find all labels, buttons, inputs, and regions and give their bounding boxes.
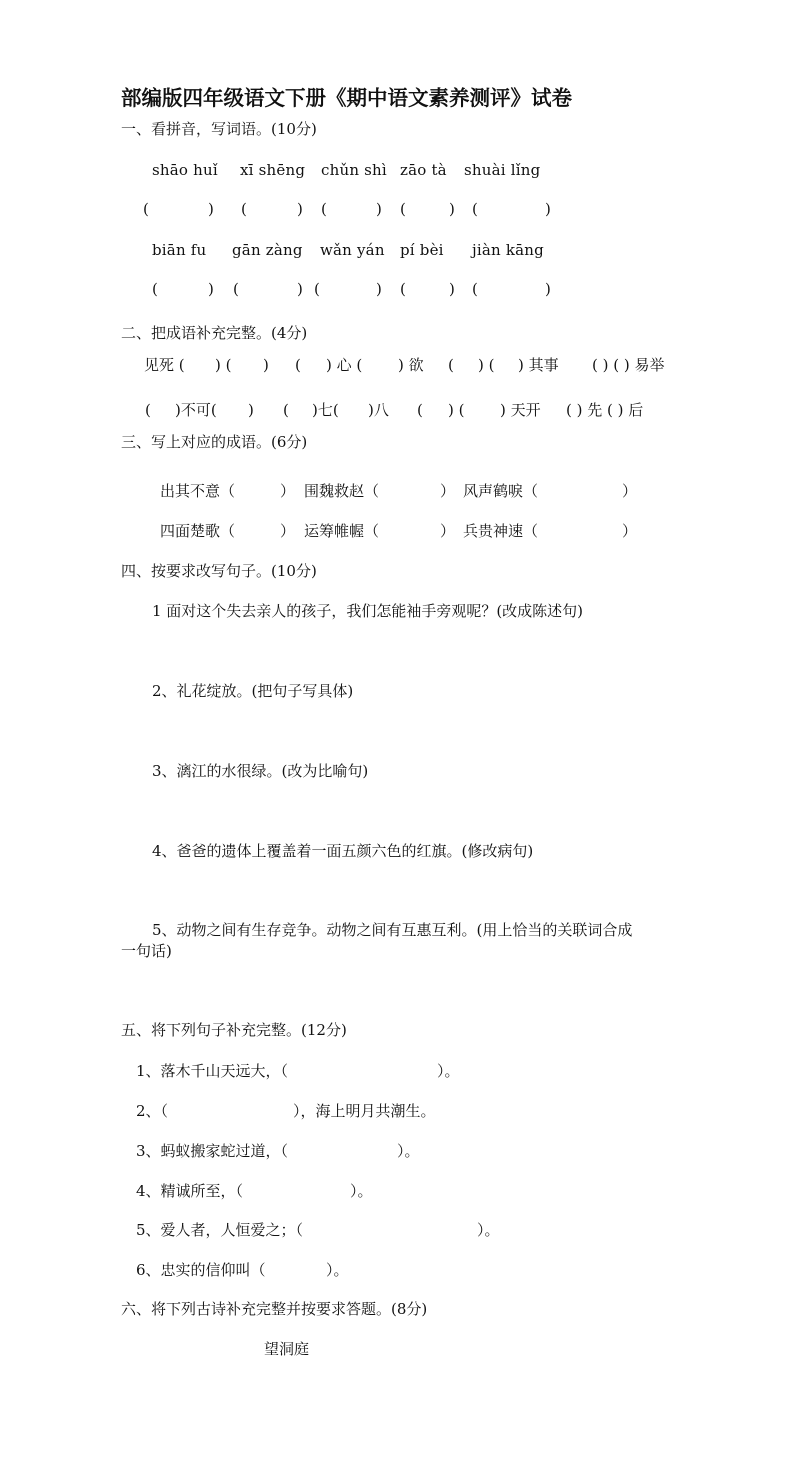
paren: ): [545, 280, 551, 298]
sentence-part: ）。: [397, 1142, 420, 1160]
sentence-part: 3、蚂蚁搬家蛇过道，（: [136, 1142, 289, 1160]
idiom-part: )不可(: [175, 401, 217, 419]
exam-title: 部编版四年级语文下册《期中语文素养测评》试卷: [121, 86, 572, 110]
idiom-match-item: ）: [440, 522, 456, 540]
sentence-part: 1、落木千山天远大，（: [136, 1062, 289, 1080]
rewrite-item-4: 4、爸爸的遗体上覆盖着一面五颜六色的红旗。(修改病句): [152, 842, 534, 860]
idiom-match-item: 出其不意（: [160, 482, 236, 500]
idiom-match-item: ）: [622, 482, 638, 500]
paren: (: [233, 280, 239, 298]
paren: ): [208, 200, 214, 218]
idiom-match-item: ）: [622, 522, 638, 540]
sentence-part: ）。: [350, 1182, 373, 1200]
idiom-match-item: ）: [280, 522, 296, 540]
idiom-part: (: [295, 356, 301, 374]
paren: ): [297, 200, 303, 218]
section-5-heading: 五、将下列句子补充完整。(12分): [121, 1021, 347, 1039]
sentence-part: ）。: [477, 1221, 500, 1239]
complete-sentence-1: [0, 1061, 790, 1081]
sentence-part: ），海上明月共潮生。: [293, 1102, 436, 1120]
section-4-heading: 四、按要求改写句子。(10分): [121, 562, 317, 580]
poem-title: 望洞庭: [264, 1340, 310, 1358]
idiom-part: ) 心 (: [326, 356, 363, 374]
pinyin: jiàn kāng: [472, 241, 544, 259]
pinyin: chǔn shì: [321, 161, 387, 179]
sentence-part: 5、爱人者，人恒爱之；（: [136, 1221, 304, 1239]
idiom-part: (: [417, 401, 423, 419]
paren: (: [321, 200, 327, 218]
pinyin: wǎn yán: [320, 241, 385, 259]
paren: (: [400, 200, 406, 218]
idiom-match-item: 四面楚歌（: [160, 522, 236, 540]
idiom-match-item: 兵贵神速（: [463, 522, 539, 540]
idiom-match-item: ）: [280, 482, 296, 500]
idiom-match-row-2: [0, 521, 790, 541]
idiom-part: )八: [368, 401, 389, 419]
sentence-part: 6、忠实的信仰叫（: [136, 1261, 266, 1279]
rewrite-item-3: 3、漓江的水很绿。(改为比喻句): [152, 762, 369, 780]
sentence-part: 4、精诚所至，（: [136, 1182, 244, 1200]
section-6-heading: 六、将下列古诗补充完整并按要求答题。(8分): [121, 1300, 428, 1318]
idiom-part: ): [248, 401, 254, 419]
paren: (: [472, 200, 478, 218]
paren: (: [314, 280, 320, 298]
pinyin: shuài lǐng: [464, 161, 541, 179]
idiom-part: (: [145, 401, 151, 419]
pinyin-row-1: [0, 160, 790, 180]
idiom-match-row-1: [0, 481, 790, 501]
idiom-part: ): [263, 356, 269, 374]
idiom-part: (: [448, 356, 454, 374]
idiom-part: ( ) ( ) 易举: [592, 356, 665, 374]
paren: (: [472, 280, 478, 298]
paren: (: [400, 280, 406, 298]
complete-sentence-6: [0, 1260, 790, 1280]
idiom-part: ) 欲: [398, 356, 424, 374]
pinyin: biān fu: [152, 241, 207, 259]
paren: ): [449, 200, 455, 218]
paren: (: [241, 200, 247, 218]
idiom-part: ( ) 先 ( ) 后: [566, 401, 644, 419]
pinyin: gān zàng: [232, 241, 303, 259]
idiom-part: 见死 (: [144, 356, 185, 374]
sentence-part: ）。: [437, 1062, 460, 1080]
idiom-row-1: [0, 355, 790, 375]
sentence-part: 2、（: [136, 1102, 169, 1120]
idiom-row-2: [0, 400, 790, 420]
paren: ): [297, 280, 303, 298]
idiom-match-item: 运筹帷幄（: [304, 522, 380, 540]
idiom-part: ) 天开: [500, 401, 541, 419]
pinyin: pí bèi: [400, 241, 444, 259]
paren: (: [152, 280, 158, 298]
rewrite-item-5: 5、动物之间有生存竞争。动物之间有互惠互利。(用上恰当的关联词合成: [152, 921, 633, 939]
complete-sentence-3: [0, 1141, 790, 1161]
pinyin-row-2: [0, 240, 790, 260]
pinyin: shāo huǐ: [152, 161, 218, 179]
idiom-match-item: 风声鹤唳（: [463, 482, 539, 500]
section-2-heading: 二、把成语补充完整。(4分): [121, 324, 308, 342]
paren: ): [208, 280, 214, 298]
paren: ): [449, 280, 455, 298]
paren: ): [545, 200, 551, 218]
idiom-part: ) (: [448, 401, 465, 419]
rewrite-item-5-continued: 一句话): [121, 942, 172, 960]
section-1-heading: 一、看拼音，写词语。(10分): [121, 120, 317, 138]
answer-blank-row-1: [0, 199, 790, 219]
paren: ): [376, 280, 382, 298]
complete-sentence-4: [0, 1181, 790, 1201]
paren: ): [376, 200, 382, 218]
pinyin: xī shēng: [240, 161, 306, 179]
rewrite-item-2: 2、礼花绽放。(把句子写具体): [152, 682, 354, 700]
answer-blank-row-2: [0, 279, 790, 299]
idiom-part: (: [283, 401, 289, 419]
rewrite-item-1: 1 面对这个失去亲人的孩子，我们怎能袖手旁观呢？(改成陈述句): [152, 602, 584, 620]
pinyin: zāo tà: [400, 161, 447, 179]
idiom-part: ) (: [478, 356, 495, 374]
idiom-match-item: ）: [440, 482, 456, 500]
idiom-part: )七(: [312, 401, 339, 419]
paren: (: [143, 200, 149, 218]
section-3-heading: 三、写上对应的成语。(6分): [121, 433, 308, 451]
complete-sentence-2: [0, 1101, 790, 1121]
complete-sentence-5: [0, 1220, 790, 1240]
idiom-match-item: 围魏救赵（: [304, 482, 380, 500]
idiom-part: ) 其事: [518, 356, 559, 374]
sentence-part: ）。: [326, 1261, 349, 1279]
idiom-part: ) (: [215, 356, 232, 374]
